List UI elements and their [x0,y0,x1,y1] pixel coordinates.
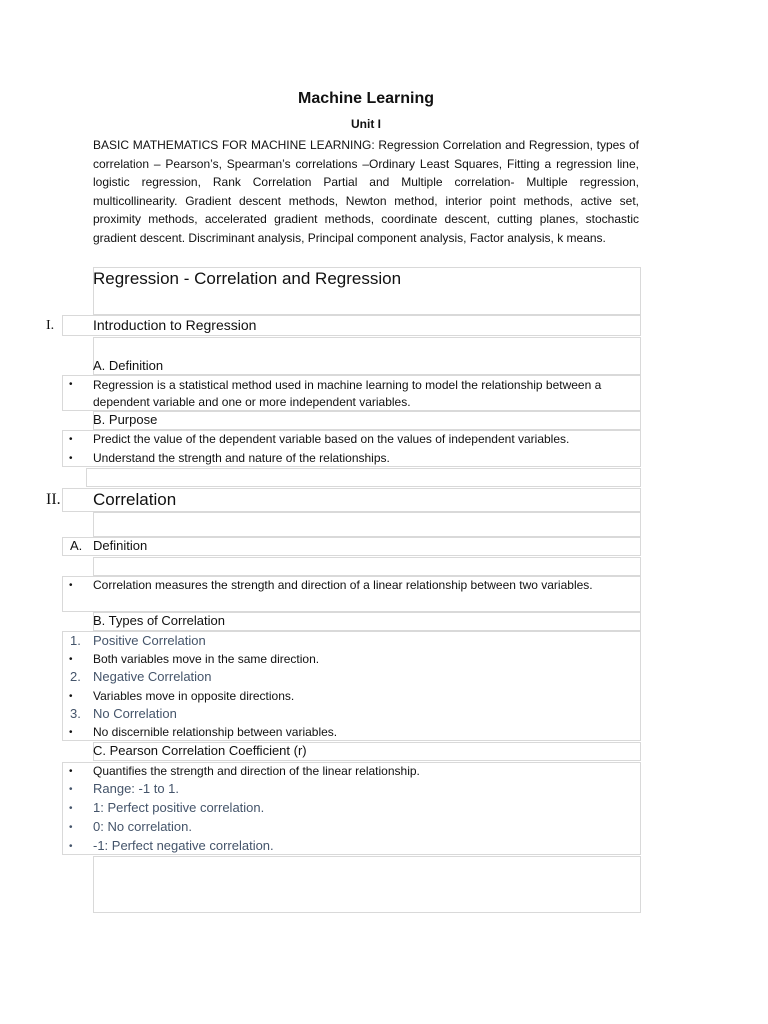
section-1-b-item: Predict the value of the dependent variable based on the values of independent variables. [93,432,570,446]
frame-s1-b-heading [93,411,641,430]
frame-spacer-1 [86,468,641,487]
pearson-item: -1: Perfect negative correlation. [93,838,274,853]
document-title: Machine Learning [297,90,435,107]
section-2-b-heading: B. Types of Correlation [93,613,225,628]
bullet: • [69,580,73,591]
type-name: No Correlation [93,706,177,721]
section-main-heading: Regression - Correlation and Regression [93,269,402,288]
bullet: • [69,766,73,777]
syllabus-paragraph: BASIC MATHEMATICS FOR MACHINE LEARNING: Regression Correlation and Regression, types of correlation – Pearson’s, Spearman’s correlations –Ordinary Least Squares, Fitting a regression line, logistic regression, Rank Correlation Partial and Multiple correlation- Multiple regression, multicollinearity. Gradient descent methods, Newton method, interior point methods, active set, proximity methods, accelerated gradient methods, coordinate descent, cutting planes, stochastic gradient descent. Discriminant analysis, Principal component analysis, Factor analysis, k means. [93,138,639,245]
section-2-a-number: A. [70,538,83,553]
frame-bottom-empty [93,856,641,913]
section-2-c-heading: C. Pearson Correlation Coefficient (r) [93,743,307,758]
type-name: Negative Correlation [93,669,212,684]
type-description: Both variables move in the same direction. [93,652,320,666]
section-1-b-item: Understand the strength and nature of the relationships. [93,451,390,465]
type-name: Positive Correlation [93,633,206,648]
pearson-item: Range: -1 to 1. [93,781,179,796]
section-1-number: I. [46,318,55,333]
section-1-a-text: Regression is a statistical method used in machine learning to model the relationship between a dependent variable and one or more independent variables. [93,378,602,409]
section-2-heading: Correlation [93,490,177,509]
bullet: • [69,841,73,852]
bullet: • [69,379,73,390]
unit-label: Unit I [351,117,381,131]
frame-s1-a-heading [93,337,641,375]
pearson-item: 1: Perfect positive correlation. [93,800,265,815]
bullet: • [69,691,73,702]
section-2-c-text: Quantifies the strength and direction of the linear relationship. [93,764,420,778]
section-1-heading: Introduction to Regression [93,317,257,333]
section-1-a-heading: A. Definition [93,358,164,373]
bullet: • [69,727,73,738]
type-description: Variables move in opposite directions. [93,689,295,703]
type-number: 2. [70,669,81,684]
bullet: • [69,654,73,665]
frame-spacer-2 [93,512,641,537]
frame-spacer-3 [93,557,641,576]
pearson-item: 0: No correlation. [93,819,192,834]
bullet: • [69,803,73,814]
bullet: • [69,453,73,464]
section-2-number: II. [46,491,61,508]
type-description: No discernible relationship between variables. [93,725,338,739]
bullet: • [69,434,73,445]
bullet: • [69,784,73,795]
section-1-b-heading: B. Purpose [93,412,158,427]
bullet: • [69,822,73,833]
type-number: 3. [70,706,81,721]
type-number: 1. [70,633,81,648]
frame-s2-a-heading [62,537,641,556]
section-2-a-text: Correlation measures the strength and direction of a linear relationship between two variables. [93,578,593,592]
section-2-a-heading: Definition [93,538,148,553]
